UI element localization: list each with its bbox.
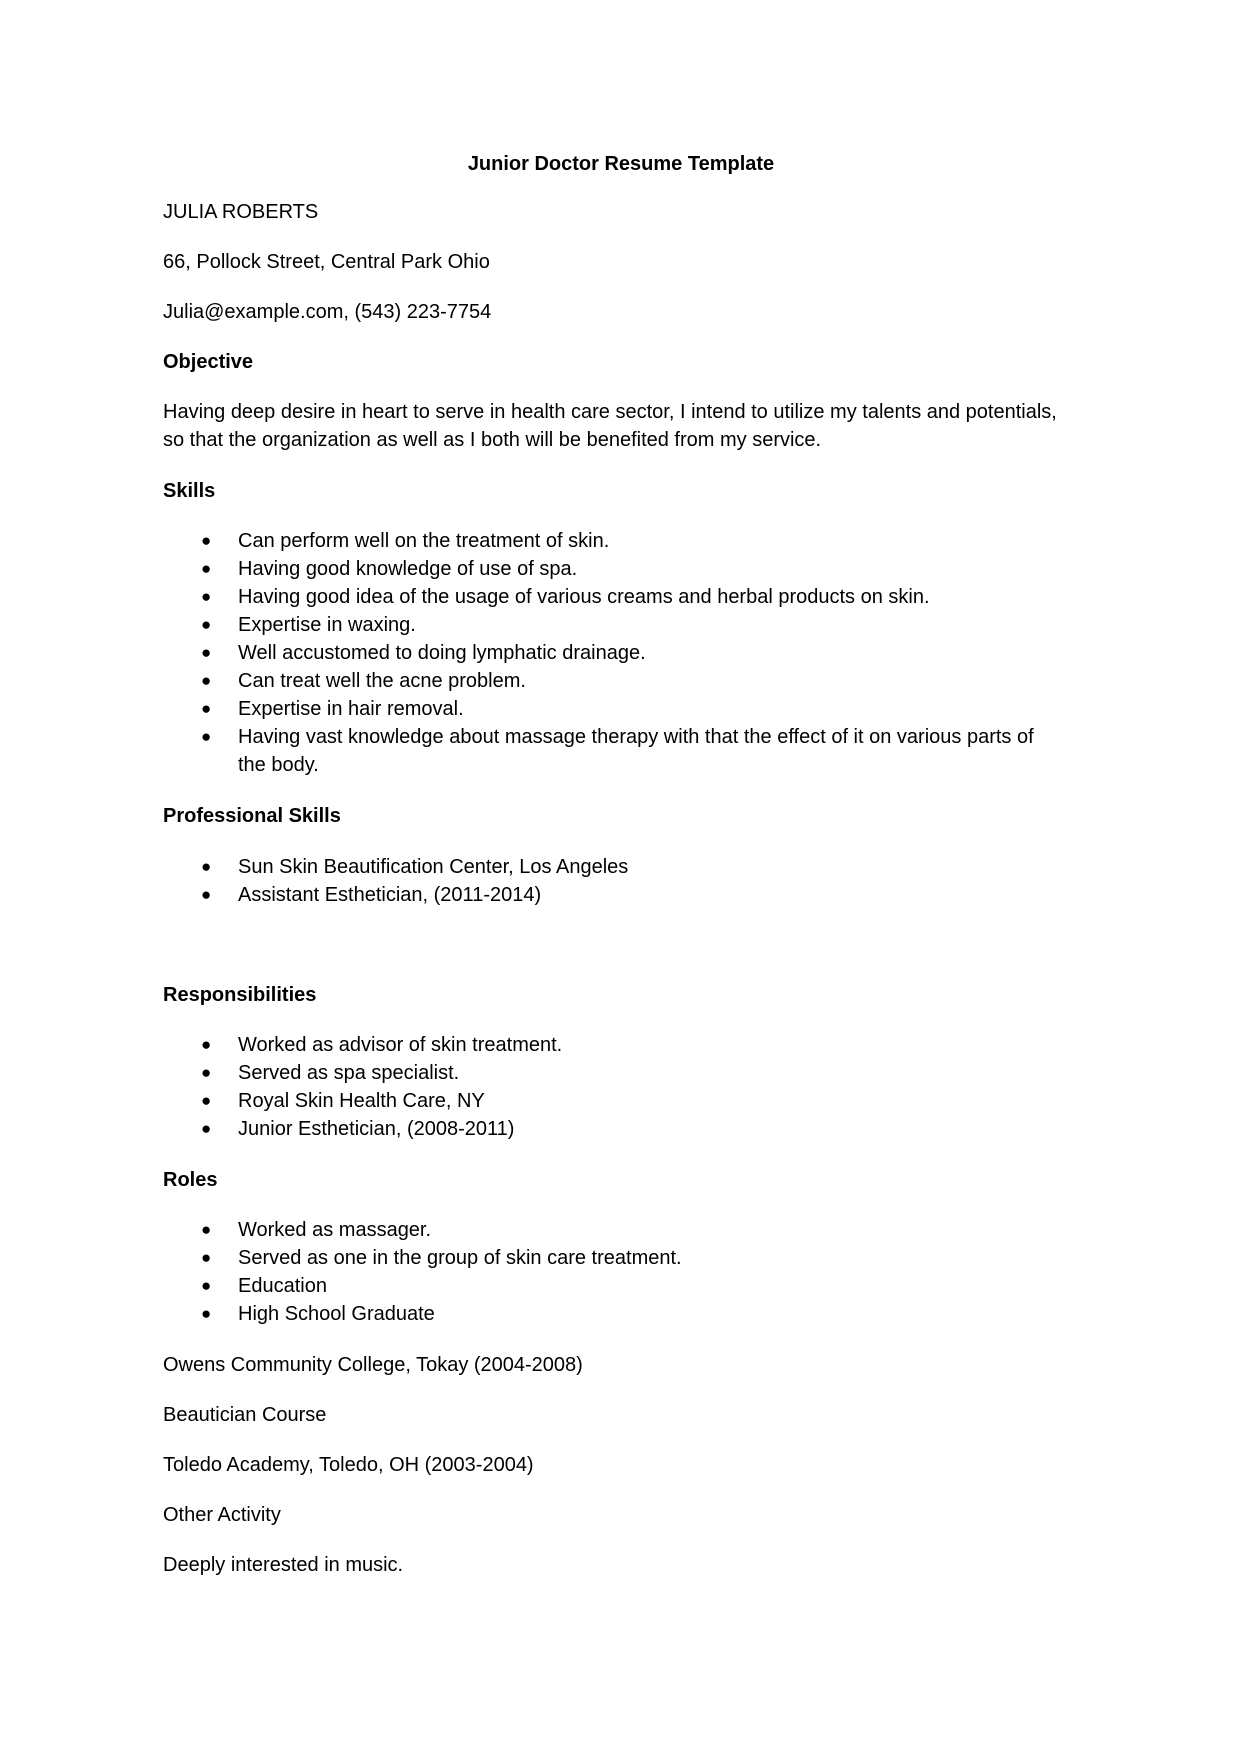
list-item: ● Worked as massager. [0, 1216, 1058, 1244]
skills-heading: Skills [163, 480, 216, 502]
list-item: ● Worked as advisor of skin treatment. [0, 1031, 1058, 1059]
address: 66, Pollock Street, Central Park Ohio [163, 251, 490, 273]
list-item: ● Served as one in the group of skin care treatment. [0, 1244, 1058, 1272]
bullet-icon: ● [201, 1035, 212, 1054]
list-item: ● Can treat well the acne problem. [0, 667, 1058, 695]
bullet-icon: ● [201, 1304, 212, 1323]
list-item: ● Well accustomed to doing lymphatic drainage. [0, 639, 1058, 667]
education-academy: Toledo Academy, Toledo, OH (2003-2004) [163, 1454, 534, 1476]
professional-skills-heading: Professional Skills [163, 805, 341, 827]
bullet-icon: ● [201, 727, 212, 746]
list-item: ● Served as spa specialist. [0, 1059, 1058, 1087]
responsibilities-list [0, 1031, 1058, 1143]
list-item: ● Assistant Esthetician, (2011-2014) [0, 881, 1058, 909]
bullet-icon: ● [201, 1119, 212, 1138]
bullet-icon: ● [201, 857, 212, 876]
education-course: Beautician Course [163, 1404, 327, 1426]
other-activity-heading: Other Activity [163, 1504, 281, 1526]
list-item: ● Royal Skin Health Care, NY [0, 1087, 1058, 1115]
bullet-icon: ● [201, 587, 212, 606]
list-item: ● Having good knowledge of use of spa. [0, 555, 1058, 583]
bullet-icon: ● [201, 531, 212, 550]
bullet-icon: ● [201, 671, 212, 690]
contact-info: Julia@example.com, (543) 223-7754 [163, 301, 492, 323]
list-item: ● Sun Skin Beautification Center, Los Angeles [0, 853, 1058, 881]
list-item: ● Expertise in waxing. [0, 611, 1058, 639]
list-item: ● High School Graduate [0, 1300, 1058, 1328]
bullet-icon: ● [201, 1063, 212, 1082]
other-activity-text: Deeply interested in music. [163, 1554, 404, 1576]
list-item: ● Expertise in hair removal. [0, 695, 1058, 723]
bullet-icon: ● [201, 1248, 212, 1267]
list-item: ● Having good idea of the usage of various creams and herbal products on skin. [0, 583, 1058, 611]
list-item: ● Having vast knowledge about massage therapy with that the effect of it on various parts of the body. [0, 723, 1058, 779]
document-title: Junior Doctor Resume Template [467, 153, 775, 175]
objective-heading: Objective [163, 351, 254, 373]
bullet-icon: ● [201, 699, 212, 718]
roles-heading: Roles [163, 1169, 218, 1191]
skills-list [0, 527, 1058, 779]
bullet-icon: ● [201, 1091, 212, 1110]
bullet-icon: ● [201, 1276, 212, 1295]
bullet-icon: ● [201, 643, 212, 662]
bullet-icon: ● [201, 1220, 212, 1239]
objective-text: Having deep desire in heart to serve in health care sector, I intend to utilize my talents and potentials, so that the organization as well as I both will be benefited from my service. [163, 401, 1057, 451]
list-item: ● Education [0, 1272, 1058, 1300]
candidate-name: JULIA ROBERTS [163, 201, 319, 223]
roles-list [0, 1216, 1058, 1328]
bullet-icon: ● [201, 885, 212, 904]
list-item: ● Junior Esthetician, (2008-2011) [0, 1115, 1058, 1143]
professional-skills-list [0, 853, 1058, 909]
education-college: Owens Community College, Tokay (2004-2008) [163, 1354, 583, 1376]
list-item: ● Can perform well on the treatment of skin. [0, 527, 1058, 555]
responsibilities-heading: Responsibilities [163, 984, 317, 1006]
bullet-icon: ● [201, 615, 212, 634]
bullet-icon: ● [201, 559, 212, 578]
